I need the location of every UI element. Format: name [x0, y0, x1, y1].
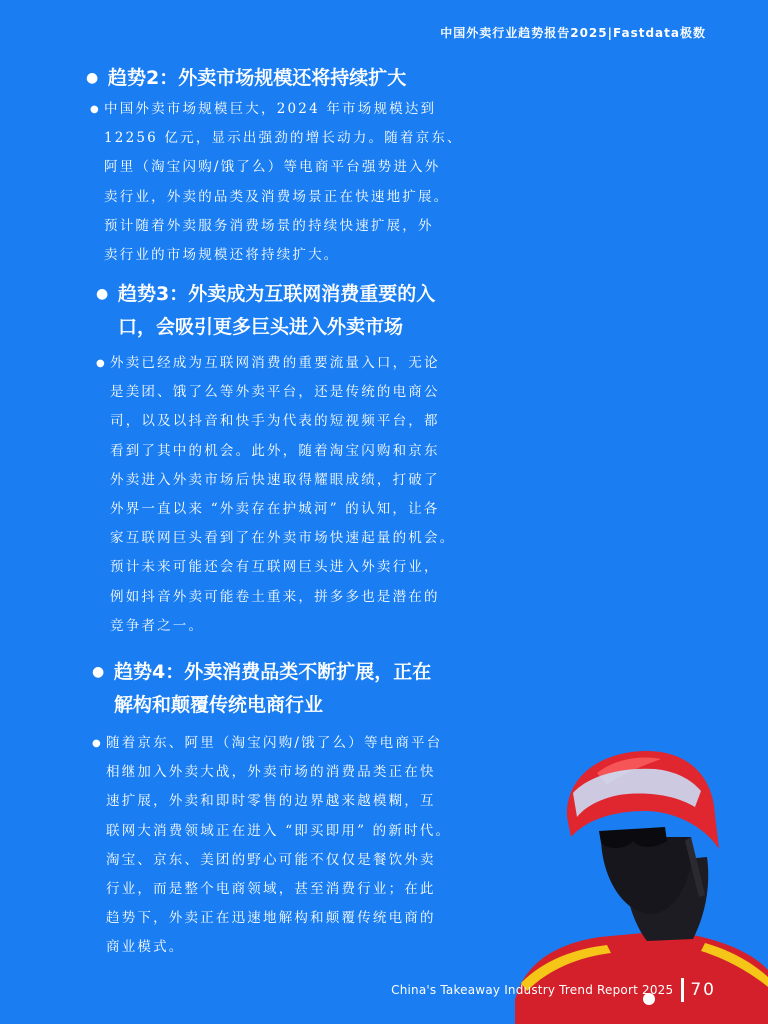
body-line: 淘宝、京东、美团的野心可能不仅仅是餐饮外卖	[106, 851, 436, 868]
trend-3-heading-text	[118, 278, 435, 344]
body-line: 外卖进入外卖市场后快速取得耀眼成绩，打破了	[110, 471, 440, 488]
trend-2-heading-text	[108, 62, 406, 95]
footer-report-title: China's Takeaway Industry Trend Report 2025	[391, 983, 674, 997]
body-line: 外界一直以来 “外卖存在护城河” 的认知，让各	[110, 501, 440, 518]
body-line: 阿里（淘宝闪购/饿了么）等电商平台强势进入外	[104, 159, 441, 176]
heading-line: 趋势3：外卖成为互联网消费重要的入	[118, 283, 436, 305]
body-line: 趋势下，外卖正在迅速地解构和颠覆传统电商的	[106, 910, 436, 927]
trend-3-heading	[96, 278, 496, 344]
bullet-icon: ●	[92, 738, 103, 749]
heading-line: 口，会吸引更多巨头进入外卖市场	[118, 316, 404, 338]
body-line: 相继加入外卖大战，外卖市场的消费品类正在快	[106, 764, 436, 781]
page-number: 70	[690, 980, 716, 1000]
body-line: 中国外卖市场规模巨大，2024 年市场规模达到	[104, 101, 437, 117]
body-line: 外卖已经成为互联网消费的重要流量入口，无论	[110, 355, 440, 371]
body-line: 商业模式。	[106, 939, 185, 956]
body-line: 预计随着外卖服务消费场景的持续快速扩展，外	[104, 217, 434, 234]
trend-2-body	[90, 95, 500, 270]
heading-line: 趋势4：外卖消费品类不断扩展，正在	[114, 661, 432, 683]
trend-3-body-text	[110, 349, 455, 641]
body-line: 卖行业，外卖的品类及消费场景正在快速地扩展。	[104, 188, 450, 205]
bullet-icon: ●	[96, 358, 107, 369]
body-line: 家互联网巨头看到了在外卖市场快速起量的机会。	[110, 530, 456, 547]
body-line: 看到了其中的机会。此外，随着淘宝闪购和京东	[110, 442, 440, 459]
bullet-icon: ●	[86, 70, 99, 86]
body-line: 行业，而是整个电商领域，甚至消费行业；在此	[106, 881, 436, 898]
bullet-icon: ●	[92, 664, 105, 680]
body-line: 竞争者之一。	[110, 617, 205, 634]
trend-4-heading	[92, 656, 492, 722]
trend-2-body-text	[104, 95, 463, 270]
trend-4-body	[92, 729, 502, 963]
header-title: 中国外卖行业趋势报告2025|Fastdata极数	[440, 26, 706, 40]
trend-2-heading	[86, 62, 506, 95]
body-line: 司，以及以抖音和快手为代表的短视频平台，都	[110, 413, 440, 430]
body-line: 12256 亿元，显示出强劲的增长动力。随着京东、	[104, 130, 463, 147]
body-line: 预计未来可能还会有互联网巨头进入外卖行业，	[110, 559, 440, 576]
body-line: 速扩展，外卖和即时零售的边界越来越模糊，互	[106, 793, 436, 810]
body-line: 随着京东、阿里（淘宝闪购/饿了么）等电商平台	[106, 735, 443, 751]
bullet-icon: ●	[90, 104, 101, 115]
body-line: 卖行业的市场规模还将持续扩大。	[104, 247, 340, 264]
heading-line: 趋势2：外卖市场规模还将持续扩大	[108, 67, 407, 89]
body-line: 联网大消费领域正在进入 “即买即用” 的新时代。	[106, 822, 452, 839]
bullet-icon: ●	[96, 286, 109, 302]
heading-line: 解构和颠覆传统电商行业	[114, 694, 324, 716]
trend-4-heading-text	[114, 656, 431, 722]
page-footer	[391, 978, 716, 1002]
trend-4-body-text	[106, 729, 451, 963]
trend-3-body	[96, 349, 496, 641]
body-line: 是美团、饿了么等外卖平台，还是传统的电商公	[110, 384, 440, 401]
footer-divider	[681, 978, 684, 1002]
body-line: 例如抖音外卖可能卷土重来，拼多多也是潜在的	[110, 588, 440, 605]
